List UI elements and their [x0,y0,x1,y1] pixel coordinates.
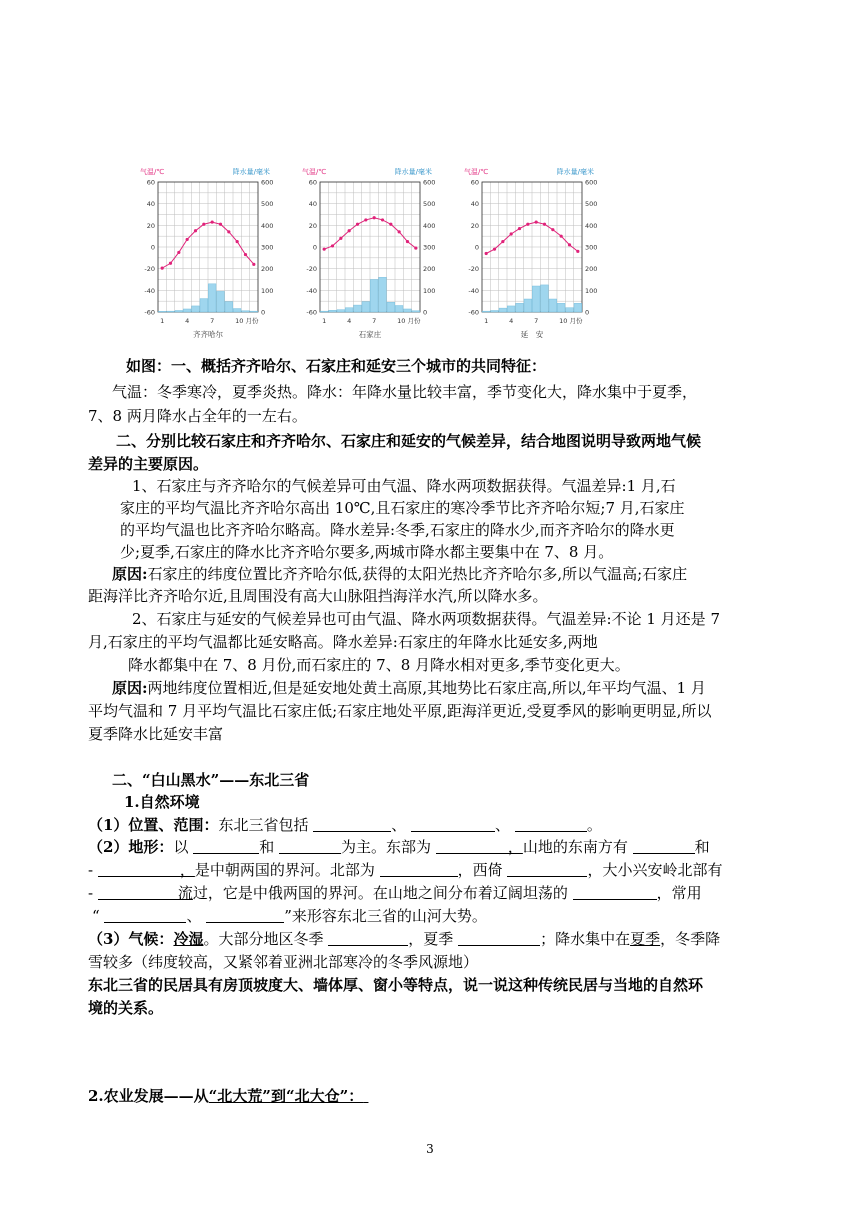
x-tick-label: 7 [210,317,215,325]
sep-2: 、 [495,816,511,834]
blank-climate-2[interactable] [458,931,540,946]
precip-bar [532,286,540,312]
sub2-a: 2.农业发展——从 [88,1087,209,1105]
precip-tick-label: 400 [585,221,598,230]
terrain-line1 [88,837,710,857]
temp-tick-label: -60 [468,308,479,317]
precip-bar [557,303,565,312]
temp-point [202,223,205,226]
terr-a: 以 [173,838,189,856]
temp-point [568,243,571,246]
precip-axis-label: 降水量/毫米 [394,168,432,176]
temp-point [406,240,409,243]
blank-terrain-2[interactable] [279,839,341,854]
temp-point [356,223,359,226]
clim-b: ，夏季 [408,930,454,948]
precip-bar [158,311,166,312]
q2-reason1-line1 [112,564,687,584]
precip-tick-label: 600 [261,178,274,187]
temp-point [493,248,496,251]
temp-point [244,253,247,256]
temp-point [186,238,189,241]
precip-tick-label: 300 [585,243,598,252]
precip-bar [395,306,403,313]
precip-bar [208,284,216,312]
section2-sub2 [88,1086,385,1106]
q2-reason2-line2: 平均气温和 7 月平均气温比石家庄低;石家庄地处平原,距海洋更近,受夏季风的影响更明显,所以 [88,702,712,720]
chart-title: 延 安 [520,330,544,339]
precip-tick-label: 300 [423,243,436,252]
temp-tick-label: 20 [470,221,479,230]
temp-tick-label: -20 [144,265,155,274]
climate-word: 冷湿 [173,930,204,948]
q1-title: 如图：一、概括齐齐哈尔、石家庄和延安三个城市的共同特征： [126,357,547,375]
x-tick-label: 1 [160,317,165,325]
temp-tick-label: 20 [146,221,155,230]
precip-tick-label: 600 [423,178,436,187]
blank-terrain-1[interactable] [193,839,259,854]
temp-point [414,246,417,249]
blank-terrain-4[interactable] [633,839,695,854]
precip-bar [499,308,507,312]
temp-point [485,252,488,255]
reason-label: 原因: [112,565,148,583]
precip-bar [482,311,490,312]
position-label: （1）位置、范围： [88,816,219,834]
blank-terrain-11[interactable] [206,908,284,923]
precip-tick-label: 200 [261,265,274,274]
precip-bar [337,310,345,312]
terr-f: 和 [694,838,710,856]
precip-bar [242,311,250,312]
end-1: 。 [586,816,602,834]
temp-point [169,262,172,265]
temp-point [211,220,214,223]
precip-bar [507,306,515,312]
temp-tick-label: -20 [468,265,479,274]
page-number: 3 [426,1142,434,1156]
temp-point [252,263,255,266]
terr-d: ， [507,838,523,856]
q2-p1-line1: 1、石家庄与齐齐哈尔的气候差异可由气温、降水两项数据获得。气温差异:1 月,石 [132,477,676,495]
blank-province-3[interactable] [515,817,587,832]
q2-p2-line2: 月,石家庄的平均气温都比延安略高。降水差异:石家庄的年降水比延安多,两地 [88,633,598,651]
precip-bar [566,308,574,312]
houses-question-line1: 东北三省的民居具有房顶坡度大、墙体厚、窗小等特点，说一说这种传统民居与当地的自然环 [88,976,704,994]
precip-bar [379,277,387,312]
temp-point [389,223,392,226]
sep-1: 、 [391,816,407,834]
blank-province-1[interactable] [313,817,391,832]
clim-c: ；降水集中在 [540,930,631,948]
temp-tick-label: 60 [146,178,155,187]
blank-terrain-8[interactable] [98,885,178,900]
terrain-line4 [92,906,487,926]
terr3-a: - [88,884,94,902]
x-tick-label: 4 [185,317,190,325]
clim-a: 。大部分地区冬季 [203,930,324,948]
precip-tick-label: 200 [585,265,598,274]
temp-point [339,237,342,240]
precip-bar [183,309,191,312]
precip-axis-label: 降水量/毫米 [232,168,270,176]
temp-tick-label: -60 [144,308,155,317]
q2-p2-line3: 降水都集中在 7、8 月份,而石家庄的 7、8 月降水相对更多,季节变化更大。 [128,656,630,674]
temp-point [551,228,554,231]
section2-title: 二、“白山黑水”——东北三省 [112,771,310,789]
terr4-b: 、 [186,907,202,925]
temp-point [526,223,529,226]
chart-title: 石家庄 [358,330,382,339]
sub2-d: “北大仓”： [285,1087,364,1105]
temp-tick-label: 60 [470,178,479,187]
temp-axis-label: 气温/℃ [302,168,327,176]
position-text: 东北三省包括 [218,816,309,834]
blank-terrain-10[interactable] [104,908,186,923]
temp-tick-label: -20 [306,265,317,274]
precip-tick-label: 500 [585,200,598,209]
temp-point [381,218,384,221]
temp-point [323,248,326,251]
reason-label-2: 原因: [112,679,148,697]
x-tick-label: 1 [322,317,327,325]
terr2-c: 是中朝两国的界河。北部为 [194,861,375,879]
section2-sub1: 1.自然环境 [124,793,200,811]
temp-tick-label: 0 [474,243,479,252]
x-tick-label: 10 月份 [397,317,421,325]
temp-point [194,229,197,232]
blank-province-2[interactable] [411,817,495,832]
precip-bar [491,310,499,312]
precip-tick-label: 600 [585,178,598,187]
terr-c: 为主。东部为 [341,838,432,856]
blank-terrain-9[interactable] [573,885,657,900]
temp-point [518,227,521,230]
precip-tick-label: 0 [261,308,266,317]
temp-tick-label: -60 [306,308,317,317]
chart-title: 齐齐哈尔 [193,330,223,339]
terr2-a: - [88,861,94,879]
temp-tick-label: -40 [144,286,155,295]
sub2-c: 到 [270,1087,286,1105]
precip-tick-label: 0 [585,308,590,317]
temp-tick-label: 0 [150,243,155,252]
precip-bar [387,302,395,312]
precip-bar [250,311,258,312]
clim-e: ，冬季降 [660,930,721,948]
precip-bar [404,309,412,312]
precip-bar [233,309,241,312]
temp-point [177,251,180,254]
precip-bar [329,310,337,312]
terrain-line3 [88,883,702,903]
q2-reason2-line1 [112,678,706,698]
x-tick-label: 7 [372,317,377,325]
precip-bar [175,310,183,312]
precip-bar [225,302,233,312]
precip-bar [362,302,370,312]
terr3-c: 过，它是中俄两国的界河。在山地之间分布着辽阔坦荡的 [192,884,568,902]
blank-terrain-5[interactable] [98,862,180,877]
precip-tick-label: 300 [261,243,274,252]
climate-line1 [88,929,720,949]
blank-terrain-3[interactable] [436,839,508,854]
precip-tick-label: 500 [423,200,436,209]
q1-answer-line2: 7、8 两月降水占全年的一左右。 [88,407,307,425]
terr3-b: 流 [177,884,193,902]
temp-tick-label: -40 [468,286,479,295]
q2-title-line2: 差异的主要原因。 [88,455,209,473]
precip-tick-label: 200 [423,265,436,274]
temp-point [543,223,546,226]
precip-bar [516,303,524,312]
x-tick-label: 10 月份 [559,317,583,325]
sub2-b: “北大荒” [208,1087,271,1105]
climate-charts-svg [138,166,618,346]
precip-tick-label: 400 [261,221,274,230]
temp-point [161,267,164,270]
terr2-e: ，大小兴安岭北部有 [587,861,723,879]
precip-tick-label: 100 [261,286,274,295]
blank-climate-1[interactable] [328,931,408,946]
precip-bar [574,303,582,312]
x-tick-label: 10 月份 [235,317,259,325]
terr2-d: ，西倚 [457,861,503,879]
reason2-text: 两地纬度位置相近,但是延安地处黄土高原,其地势比石家庄高,所以,年平均气温、1 月 [147,679,706,697]
temp-point [331,244,334,247]
temp-point [560,235,563,238]
precip-axis-label: 降水量/毫米 [556,168,594,176]
terr3-d: ，常用 [656,884,702,902]
precip-tick-label: 100 [585,286,598,295]
temp-tick-label: 40 [308,200,317,209]
temp-tick-label: 40 [470,200,479,209]
terr4-a: “ [92,907,100,925]
clim-d: 夏季 [630,930,661,948]
precip-bar [412,311,420,312]
blank-terrain-6[interactable] [380,862,458,877]
temp-point [535,220,538,223]
x-tick-label: 1 [484,317,489,325]
terrain-label: （2）地形： [88,838,174,856]
sub2-underline-tail [363,1086,385,1106]
precip-bar [320,311,328,312]
q2-p1-line3: 的平均气温也比齐齐哈尔略高。降水差异:冬季,石家庄的降水少,而齐齐哈尔的降水更 [120,521,675,539]
temp-point [219,223,222,226]
q2-p2-line1: 2、石家庄与延安的气候差异也可由气温、降水两项数据获得。气温差异:不论 1 月还是 7 [132,610,720,628]
temp-tick-label: 20 [308,221,317,230]
temp-tick-label: 60 [308,178,317,187]
q2-title-line1: 二、分别比较石家庄和齐齐哈尔、石家庄和延安的气候差异，结合地图说明导致两地气候 [116,432,702,450]
terrain-line2 [88,860,722,880]
temp-point [501,240,504,243]
q2-p1-line4: 少;夏季,石家庄的降水比齐齐哈尔要多,两城市降水都主要集中在 7、8 月。 [120,543,614,561]
x-tick-label: 7 [534,317,539,325]
terr2-b: ， [179,861,195,879]
houses-question-line2: 境的关系。 [88,999,164,1017]
precip-bar [524,299,532,312]
precip-bar [541,285,549,312]
terr4-c: ”来形容东北三省的山河大势。 [284,907,487,925]
temp-point [348,229,351,232]
precip-bar [354,305,362,312]
precip-tick-label: 400 [423,221,436,230]
position-line [88,815,602,835]
climate-label: （3）气候： [88,930,174,948]
temp-axis-label: 气温/℃ [464,168,489,176]
temp-axis-label: 气温/℃ [140,168,165,176]
climate-line2: 雪较多（纬度较高，又紧邻着亚洲北部寒冷的冬季风源地） [88,953,479,971]
x-tick-label: 4 [509,317,514,325]
precip-bar [200,299,208,312]
x-tick-label: 4 [347,317,352,325]
q2-reason1-line2: 距海洋比齐齐哈尔近,且周围没有高大山脉阻挡海洋水汽,所以降水多。 [88,587,548,605]
precip-bar [345,308,353,312]
precip-bar [192,306,200,312]
temp-tick-label: 0 [312,243,317,252]
q2-p1-line2: 家庄的平均气温比齐齐哈尔高出 10℃,且石家庄的寒冷季节比齐齐哈尔短;7 月,石家庄 [120,499,685,517]
precip-bar [370,280,378,313]
precip-tick-label: 100 [423,286,436,295]
reason1-text: 石家庄的纬度位置比齐齐哈尔低,获得的太阳光热比齐齐哈尔多,所以气温高;石家庄 [147,565,688,583]
q1-answer-line1: 气温：冬季寒冷，夏季炎热。降水：年降水量比较丰富，季节变化大，降水集中于夏季， [112,383,698,401]
temp-point [364,218,367,221]
terr-b: 和 [259,838,275,856]
climate-charts [138,166,618,346]
blank-terrain-7[interactable] [507,862,587,877]
temp-point [236,240,239,243]
precip-bar [217,291,225,312]
temp-tick-label: -40 [306,286,317,295]
precip-tick-label: 500 [261,200,274,209]
terr-e: 山地的东南方有 [522,838,628,856]
temp-point [373,216,376,219]
temp-tick-label: 40 [146,200,155,209]
q2-reason2-line3: 夏季降水比延安丰富 [88,725,224,743]
precip-bar [549,299,557,312]
precip-bar [167,311,175,312]
temp-point [227,230,230,233]
precip-tick-label: 0 [423,308,428,317]
temp-point [510,232,513,235]
temp-point [576,250,579,253]
temp-point [398,230,401,233]
